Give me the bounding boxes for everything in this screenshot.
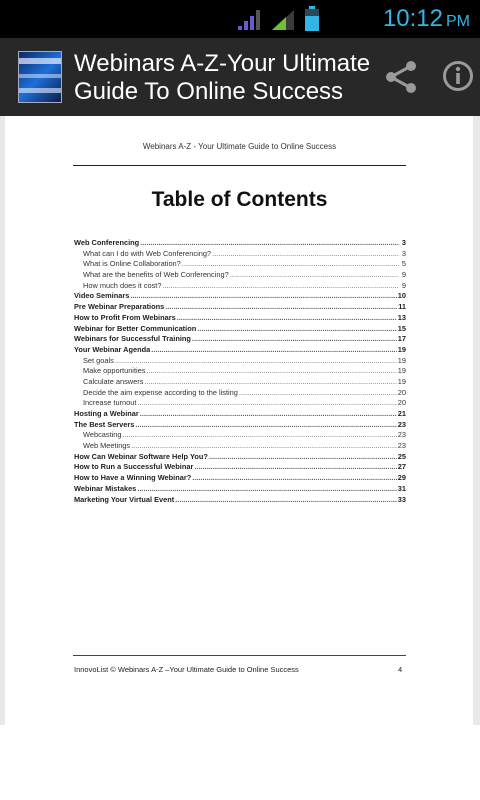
toc-entry[interactable] xyxy=(74,281,406,292)
toc-entry-page: 3 xyxy=(401,248,406,258)
toc-entry-leader xyxy=(175,495,397,504)
toc-entry-page: 29 xyxy=(397,473,406,483)
toc-entry[interactable] xyxy=(74,473,406,484)
document-viewer[interactable] xyxy=(0,116,480,725)
page-left-margin xyxy=(0,116,5,725)
toc-entry-text: Make opportunities xyxy=(83,366,146,376)
toc-entry-text: What is Online Collaboration? xyxy=(83,259,181,269)
toc-entry[interactable] xyxy=(74,462,406,473)
toc-entry-page: 23 xyxy=(397,430,406,440)
toc-entry-leader xyxy=(192,473,397,482)
toc-entry-leader xyxy=(162,281,399,290)
document-footer: InnovoList © Webinars A-Z –Your Ultimate Guide to Online Success xyxy=(74,665,299,674)
toc-entry[interactable] xyxy=(74,334,406,345)
toc-entry[interactable] xyxy=(74,366,406,377)
toc-entry-page: 21 xyxy=(397,409,406,418)
toc-entry-leader xyxy=(144,377,396,386)
toc-entry[interactable] xyxy=(74,377,406,388)
toc-entry-page: 19 xyxy=(397,366,406,376)
toc-entry-text: Decide the aim expense according to the listing xyxy=(83,387,238,397)
toc-entry[interactable] xyxy=(74,270,406,281)
toc-entry-text: How to Profit From Webinars xyxy=(74,312,176,322)
toc-entry-leader xyxy=(137,398,396,407)
toc-entry-text: What can I do with Web Conferencing? xyxy=(83,248,212,258)
toc-entry-page: 15 xyxy=(397,323,406,333)
toc-entry-text: Set goals xyxy=(83,355,114,365)
toc-entry-text: The Best Servers xyxy=(74,419,135,429)
toc-entry[interactable] xyxy=(74,420,406,431)
toc-entry-leader xyxy=(209,452,397,461)
toc-entry-text: Your Webinar Agenda xyxy=(74,344,151,354)
toc-entry-page: 19 xyxy=(397,355,406,365)
toc-entry-leader xyxy=(115,356,397,365)
toc-entry-text: How much does it cost? xyxy=(83,280,162,290)
page-number: 4 xyxy=(398,665,403,674)
toc-entry[interactable] xyxy=(74,313,406,324)
toc-entry-leader xyxy=(122,430,396,439)
toc-entry-leader xyxy=(146,366,396,375)
toc-entry-text: How to Run a Successful Webinar xyxy=(74,462,194,472)
toc-entry-page: 31 xyxy=(397,483,406,493)
toc-entry-text: Webinar Mistakes xyxy=(74,483,137,493)
toc-title: Table of Contents xyxy=(151,188,328,211)
toc-entry-text: Pre Webinar Preparations xyxy=(74,302,165,312)
toc-entry-leader xyxy=(130,291,396,300)
toc-entry-leader xyxy=(131,441,397,450)
toc-entry-page: 3 xyxy=(401,238,406,247)
toc-entry-page: 10 xyxy=(397,291,406,301)
toc-entry-text: Webinars for Successful Training xyxy=(74,334,191,344)
toc-entry-leader xyxy=(239,388,397,397)
toc-entry-leader xyxy=(135,420,396,429)
table-of-contents xyxy=(74,238,406,505)
clock-time: 10:12 xyxy=(382,5,443,32)
toc-entry-leader xyxy=(192,334,397,343)
toc-entry-page: 20 xyxy=(397,398,406,408)
toc-entry[interactable] xyxy=(74,356,406,367)
footer-divider xyxy=(73,655,406,656)
battery-icon xyxy=(304,6,320,32)
toc-entry-page: 19 xyxy=(397,344,406,354)
toc-entry[interactable] xyxy=(74,345,406,356)
toc-entry-text: Calculate answers xyxy=(83,376,144,386)
toc-entry[interactable] xyxy=(74,452,406,463)
toc-entry[interactable] xyxy=(74,484,406,495)
toc-entry-leader xyxy=(140,238,399,247)
clock xyxy=(383,4,470,37)
info-icon[interactable] xyxy=(442,60,474,92)
wifi-signal-icon xyxy=(236,8,262,32)
toc-entry-page: 25 xyxy=(397,451,406,461)
toc-entry-text: What are the benefits of Web Conferencing? xyxy=(83,270,229,280)
toc-entry[interactable] xyxy=(74,430,406,441)
toc-entry-text: Web Conferencing xyxy=(74,238,140,247)
clock-ampm: PM xyxy=(446,13,470,30)
share-icon[interactable] xyxy=(384,60,418,94)
status-bar xyxy=(0,0,480,38)
toc-entry-leader xyxy=(177,313,397,322)
toc-entry-text: Video Seminars xyxy=(74,291,130,301)
page-right-margin xyxy=(473,116,480,725)
toc-entry-leader xyxy=(182,259,399,268)
toc-entry-page: 9 xyxy=(401,270,406,280)
toc-entry[interactable] xyxy=(74,324,406,335)
toc-entry-leader xyxy=(212,249,399,258)
toc-entry-leader xyxy=(165,302,397,311)
toc-entry[interactable] xyxy=(74,291,406,302)
toc-entry-leader xyxy=(230,270,399,279)
toc-entry-page: 20 xyxy=(397,387,406,397)
toc-entry[interactable] xyxy=(74,302,406,313)
toc-entry-leader xyxy=(151,345,397,354)
toc-entry-page: 13 xyxy=(397,312,406,322)
app-logo-icon[interactable] xyxy=(18,51,62,103)
toc-entry-page: 19 xyxy=(397,376,406,386)
toc-entry-text: How to Have a Winning Webinar? xyxy=(74,473,192,483)
toc-entry-page: 33 xyxy=(397,494,406,504)
toc-entry-page: 17 xyxy=(397,334,406,344)
toc-entry-leader xyxy=(137,484,396,493)
action-bar xyxy=(0,38,480,116)
toc-entry-page: 27 xyxy=(397,462,406,472)
toc-entry-text: Hosting a Webinar xyxy=(74,409,139,418)
cell-signal-icon xyxy=(270,8,296,32)
toc-entry[interactable] xyxy=(74,409,406,420)
toc-entry-text: Web Meetings xyxy=(83,441,131,451)
toc-entry-page: 9 xyxy=(401,280,406,290)
toc-entry[interactable] xyxy=(74,249,406,260)
toc-entry[interactable] xyxy=(74,495,406,506)
toc-entry[interactable] xyxy=(74,441,406,452)
toc-entry-page: 5 xyxy=(401,259,406,269)
toc-entry-leader xyxy=(140,409,397,418)
bottom-area xyxy=(0,725,480,800)
toc-entry-text: How Can Webinar Software Help You? xyxy=(74,451,208,461)
toc-entry-text: Webinar for Better Communication xyxy=(74,323,197,333)
document-header: Webinars A-Z - Your Ultimate Guide to Online Success xyxy=(142,142,337,151)
toc-entry[interactable] xyxy=(74,398,406,409)
toc-entry-text: Webcasting xyxy=(83,430,122,440)
toc-entry-leader xyxy=(197,324,397,333)
toc-entry-page: 23 xyxy=(397,441,406,451)
toc-entry[interactable] xyxy=(74,238,406,249)
toc-entry[interactable] xyxy=(74,259,406,270)
page-title: Webinars A-Z-Your Ultimate Guide To Online Success xyxy=(74,50,371,105)
toc-entry-text: Increase turnout xyxy=(83,398,137,408)
toc-entry-text: Marketing Your Virtual Event xyxy=(74,494,175,504)
toc-entry-page: 11 xyxy=(398,302,406,312)
header-divider xyxy=(73,165,406,166)
toc-entry-leader xyxy=(194,462,396,471)
toc-entry-page: 23 xyxy=(397,419,406,429)
toc-entry[interactable] xyxy=(74,388,406,399)
